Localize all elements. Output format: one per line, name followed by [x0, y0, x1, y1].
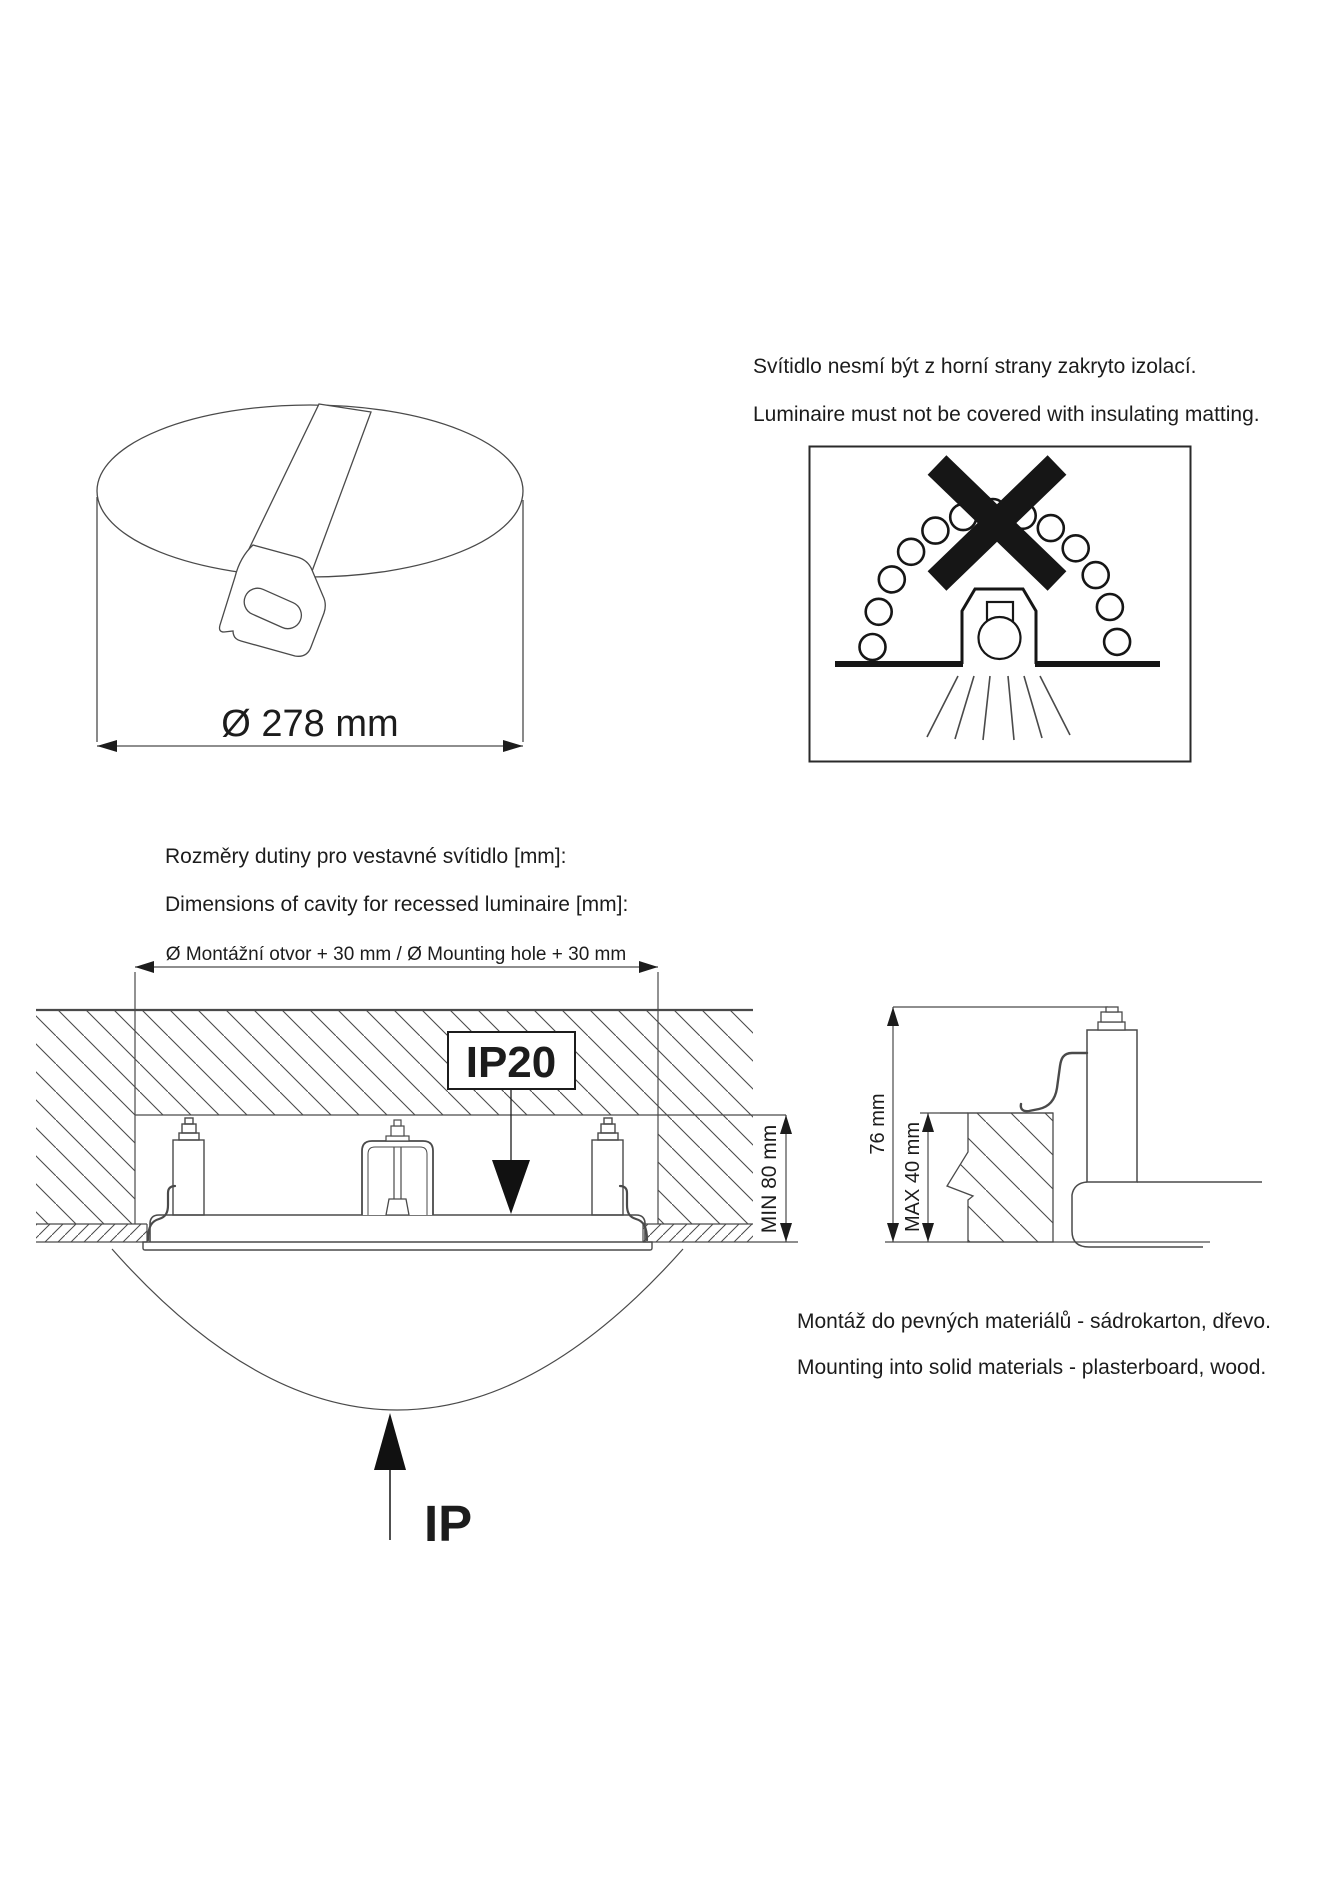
cavity-note-cs: Rozměry dutiny pro vestavné svítidlo [mm]: — [165, 845, 567, 868]
insulation-warning-text-cs: Svítidlo nesmí být z horní strany zakryto izolací. — [753, 355, 1197, 378]
min-depth-arrow-top — [780, 1115, 792, 1134]
min-depth-label: MIN 80 mm — [758, 1124, 781, 1234]
ceiling-board-left — [36, 1224, 147, 1242]
ip20-down-arrow — [492, 1160, 530, 1214]
stud-nut — [1101, 1012, 1122, 1022]
diameter-label: Ø 278 mm — [221, 703, 399, 745]
housing-flange — [143, 1242, 652, 1250]
min-depth-arrow-bottom — [780, 1223, 792, 1242]
stud-washer — [1098, 1022, 1125, 1030]
side-mounting-detail-diagram — [855, 988, 1265, 1260]
mounting-note-cs: Montáž do pevných materiálů - sádrokarton, dřevo. — [797, 1310, 1271, 1333]
total-height-label: 76 mm — [867, 1093, 889, 1155]
ip-up-arrow — [374, 1413, 406, 1470]
cavity-note-en: Dimensions of cavity for recessed luminaire [mm]: — [165, 893, 629, 916]
ip20-label: IP20 — [465, 1038, 557, 1087]
ip-arrow-label: IP — [424, 1495, 473, 1552]
bulb-glyph — [979, 617, 1021, 659]
dim-arrow-left — [97, 740, 117, 752]
board-section-hatch — [947, 1113, 1053, 1242]
height-arrow-bottom — [887, 1223, 899, 1242]
housing-flange-profile — [1072, 1182, 1203, 1247]
mounting-note-en: Mounting into solid materials - plasterboard, wood. — [797, 1356, 1267, 1379]
stud-left — [173, 1118, 204, 1215]
spring-clip — [1021, 1053, 1087, 1111]
stud-right — [592, 1118, 623, 1215]
insulation-warning-text-en: Luminaire must not be covered with insulating matting. — [753, 403, 1260, 426]
height-arrow-top — [887, 1007, 899, 1026]
recessed-cross-section-diagram — [30, 935, 805, 1552]
centre-bracket — [362, 1120, 433, 1215]
hole-dimension-label: Ø Montážní otvor + 30 mm / Ø Mounting hole + 30 mm — [165, 944, 627, 965]
spring-clip-left — [148, 1186, 175, 1240]
stud-cap — [1106, 1007, 1118, 1012]
no-insulation-cover-icon — [808, 445, 1192, 763]
housing-tray — [150, 1215, 645, 1242]
ceiling-board-right — [643, 1224, 753, 1242]
hole-dim-arrow-left — [135, 961, 154, 973]
hole-dim-arrow-right — [639, 961, 658, 973]
luminaire-top-view-drawing — [60, 395, 550, 765]
max-thickness-label: MAX 40 mm — [902, 1121, 924, 1233]
dim-arrow-right — [503, 740, 523, 752]
stud-housing — [1087, 1030, 1137, 1182]
glass-dome — [112, 1249, 683, 1410]
